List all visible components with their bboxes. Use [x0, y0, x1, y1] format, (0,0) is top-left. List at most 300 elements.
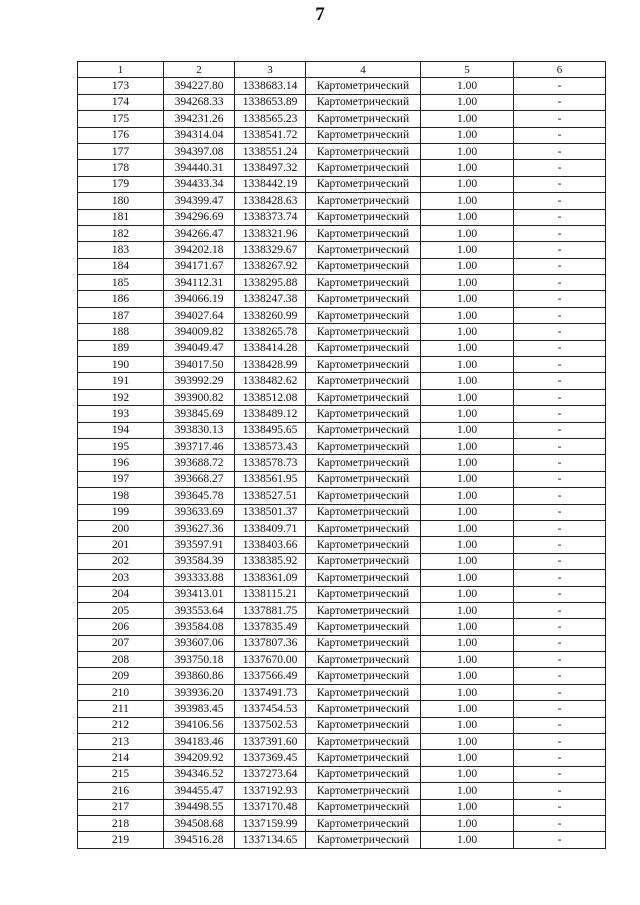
cell-coord-y: 1338653.89 [235, 94, 306, 110]
cell-coord-x: 393845.69 [164, 406, 235, 422]
cell-coord-x: 394027.64 [164, 307, 235, 323]
table-row [78, 815, 606, 831]
cell-note: - [514, 422, 606, 438]
cell-coord-y: 1338385.92 [235, 553, 306, 569]
table-row [78, 176, 606, 192]
cell-method: Картометрический [306, 717, 421, 733]
column-header-6: 6 [514, 62, 606, 78]
cell-coord-y: 1338495.65 [235, 422, 306, 438]
cell-point-number: 184 [78, 258, 164, 274]
cell-point-number: 178 [78, 160, 164, 176]
cell-point-number: 186 [78, 291, 164, 307]
table-row [78, 160, 606, 176]
cell-coord-y: 1338573.43 [235, 438, 306, 454]
cell-coord-y: 1337566.49 [235, 668, 306, 684]
cell-coord-x: 393584.39 [164, 553, 235, 569]
cell-point-number: 212 [78, 717, 164, 733]
cell-method: Картометрический [306, 766, 421, 782]
cell-point-number: 206 [78, 619, 164, 635]
cell-coord-x: 394106.56 [164, 717, 235, 733]
cell-method: Картометрический [306, 307, 421, 323]
cell-accuracy: 1.00 [421, 799, 514, 815]
table-row [78, 340, 606, 356]
table-row [78, 471, 606, 487]
cell-coord-y: 1337835.49 [235, 619, 306, 635]
cell-point-number: 207 [78, 635, 164, 651]
cell-note: - [514, 357, 606, 373]
cell-accuracy: 1.00 [421, 111, 514, 127]
table-row [78, 275, 606, 291]
cell-point-number: 213 [78, 734, 164, 750]
cell-coord-x: 393860.86 [164, 668, 235, 684]
cell-accuracy: 1.00 [421, 422, 514, 438]
column-header-3: 3 [235, 62, 306, 78]
cell-accuracy: 1.00 [421, 258, 514, 274]
cell-accuracy: 1.00 [421, 438, 514, 454]
cell-coord-x: 393992.29 [164, 373, 235, 389]
cell-method: Картометрический [306, 127, 421, 143]
cell-note: - [514, 389, 606, 405]
cell-note: - [514, 668, 606, 684]
cell-note: - [514, 684, 606, 700]
cell-coord-y: 1338551.24 [235, 143, 306, 159]
cell-point-number: 181 [78, 209, 164, 225]
cell-accuracy: 1.00 [421, 766, 514, 782]
cell-method: Картометрический [306, 586, 421, 602]
cell-method: Картометрический [306, 750, 421, 766]
cell-note: - [514, 832, 606, 848]
cell-method: Картометрический [306, 143, 421, 159]
cell-point-number: 192 [78, 389, 164, 405]
table-row [78, 766, 606, 782]
cell-note: - [514, 553, 606, 569]
column-header-1: 1 [78, 62, 164, 78]
cell-accuracy: 1.00 [421, 701, 514, 717]
table-row [78, 225, 606, 241]
cell-method: Картометрический [306, 734, 421, 750]
table-row [78, 258, 606, 274]
cell-coord-x: 393830.13 [164, 422, 235, 438]
table-row [78, 78, 606, 94]
cell-point-number: 201 [78, 537, 164, 553]
cell-method: Картометрический [306, 258, 421, 274]
cell-accuracy: 1.00 [421, 553, 514, 569]
cell-method: Картометрический [306, 701, 421, 717]
cell-point-number: 180 [78, 193, 164, 209]
cell-point-number: 175 [78, 111, 164, 127]
cell-coord-y: 1337159.99 [235, 815, 306, 831]
table-row [78, 619, 606, 635]
cell-accuracy: 1.00 [421, 619, 514, 635]
cell-method: Картометрический [306, 340, 421, 356]
cell-accuracy: 1.00 [421, 570, 514, 586]
cell-accuracy: 1.00 [421, 127, 514, 143]
cell-coord-y: 1337670.00 [235, 652, 306, 668]
table-body [78, 78, 606, 848]
cell-note: - [514, 209, 606, 225]
table-row [78, 94, 606, 110]
cell-coord-y: 1338295.88 [235, 275, 306, 291]
cell-coord-x: 394227.80 [164, 78, 235, 94]
cell-accuracy: 1.00 [421, 209, 514, 225]
cell-accuracy: 1.00 [421, 94, 514, 110]
cell-accuracy: 1.00 [421, 307, 514, 323]
table-row [78, 520, 606, 536]
cell-accuracy: 1.00 [421, 455, 514, 471]
header-row [78, 62, 606, 78]
table-row [78, 783, 606, 799]
cell-point-number: 209 [78, 668, 164, 684]
cell-coord-y: 1337134.65 [235, 832, 306, 848]
cell-accuracy: 1.00 [421, 275, 514, 291]
column-header-5: 5 [421, 62, 514, 78]
cell-point-number: 183 [78, 242, 164, 258]
cell-note: - [514, 78, 606, 94]
cell-accuracy: 1.00 [421, 520, 514, 536]
cell-coord-y: 1338247.38 [235, 291, 306, 307]
cell-coord-y: 1337454.53 [235, 701, 306, 717]
cell-note: - [514, 438, 606, 454]
cell-coord-x: 394009.82 [164, 324, 235, 340]
cell-accuracy: 1.00 [421, 225, 514, 241]
cell-coord-x: 393750.18 [164, 652, 235, 668]
cell-coord-y: 1338115.21 [235, 586, 306, 602]
cell-coord-x: 394508.68 [164, 815, 235, 831]
table-header [78, 62, 606, 78]
cell-point-number: 203 [78, 570, 164, 586]
cell-accuracy: 1.00 [421, 504, 514, 520]
cell-accuracy: 1.00 [421, 143, 514, 159]
cell-note: - [514, 340, 606, 356]
cell-method: Картометрический [306, 242, 421, 258]
cell-point-number: 191 [78, 373, 164, 389]
cell-point-number: 188 [78, 324, 164, 340]
cell-method: Картометрический [306, 652, 421, 668]
cell-point-number: 218 [78, 815, 164, 831]
cell-coord-x: 394516.28 [164, 832, 235, 848]
cell-note: - [514, 635, 606, 651]
cell-point-number: 199 [78, 504, 164, 520]
cell-accuracy: 1.00 [421, 324, 514, 340]
cell-coord-x: 394209.92 [164, 750, 235, 766]
cell-point-number: 204 [78, 586, 164, 602]
cell-note: - [514, 275, 606, 291]
table-row [78, 488, 606, 504]
cell-note: - [514, 504, 606, 520]
cell-point-number: 208 [78, 652, 164, 668]
cell-coord-x: 394266.47 [164, 225, 235, 241]
cell-coord-x: 394183.46 [164, 734, 235, 750]
cell-accuracy: 1.00 [421, 357, 514, 373]
column-header-2: 2 [164, 62, 235, 78]
cell-coord-y: 1338428.99 [235, 357, 306, 373]
cell-coord-y: 1338683.14 [235, 78, 306, 94]
cell-method: Картометрический [306, 78, 421, 94]
cell-coord-x: 394397.08 [164, 143, 235, 159]
cell-coord-y: 1338373.74 [235, 209, 306, 225]
cell-coord-y: 1338578.73 [235, 455, 306, 471]
cell-note: - [514, 242, 606, 258]
table-row [78, 389, 606, 405]
cell-coord-y: 1338489.12 [235, 406, 306, 422]
cell-point-number: 215 [78, 766, 164, 782]
table-row [78, 570, 606, 586]
table-row [78, 832, 606, 848]
cell-accuracy: 1.00 [421, 635, 514, 651]
cell-point-number: 177 [78, 143, 164, 159]
cell-point-number: 216 [78, 783, 164, 799]
cell-coord-y: 1337881.75 [235, 602, 306, 618]
cell-point-number: 198 [78, 488, 164, 504]
cell-note: - [514, 570, 606, 586]
table-row [78, 422, 606, 438]
cell-method: Картометрический [306, 209, 421, 225]
cell-coord-x: 394112.31 [164, 275, 235, 291]
cell-method: Картометрический [306, 488, 421, 504]
cell-accuracy: 1.00 [421, 586, 514, 602]
cell-coord-x: 394455.47 [164, 783, 235, 799]
cell-coord-y: 1338497.32 [235, 160, 306, 176]
cell-accuracy: 1.00 [421, 602, 514, 618]
cell-note: - [514, 815, 606, 831]
cell-note: - [514, 471, 606, 487]
cell-coord-x: 394296.69 [164, 209, 235, 225]
table-row [78, 357, 606, 373]
cell-accuracy: 1.00 [421, 668, 514, 684]
cell-method: Картометрический [306, 537, 421, 553]
cell-note: - [514, 750, 606, 766]
cell-accuracy: 1.00 [421, 291, 514, 307]
cell-point-number: 219 [78, 832, 164, 848]
cell-coord-y: 1338442.19 [235, 176, 306, 192]
cell-method: Картометрический [306, 799, 421, 815]
table-row [78, 291, 606, 307]
cell-note: - [514, 783, 606, 799]
cell-coord-y: 1338561.95 [235, 471, 306, 487]
cell-note: - [514, 455, 606, 471]
cell-note: - [514, 176, 606, 192]
page-number: 7 [315, 4, 325, 25]
cell-note: - [514, 193, 606, 209]
table-row [78, 455, 606, 471]
cell-note: - [514, 373, 606, 389]
cell-coord-x: 394171.67 [164, 258, 235, 274]
table-row [78, 799, 606, 815]
cell-point-number: 179 [78, 176, 164, 192]
cell-coord-y: 1338321.96 [235, 225, 306, 241]
cell-coord-x: 393900.82 [164, 389, 235, 405]
cell-coord-x: 394017.50 [164, 357, 235, 373]
column-header-4: 4 [306, 62, 421, 78]
cell-method: Картометрический [306, 406, 421, 422]
cell-coord-y: 1337192.93 [235, 783, 306, 799]
cell-note: - [514, 225, 606, 241]
cell-note: - [514, 127, 606, 143]
cell-method: Картометрический [306, 193, 421, 209]
cell-method: Картометрический [306, 176, 421, 192]
cell-coord-x: 393597.91 [164, 537, 235, 553]
table-row [78, 324, 606, 340]
cell-coord-x: 393607.06 [164, 635, 235, 651]
cell-point-number: 205 [78, 602, 164, 618]
cell-note: - [514, 766, 606, 782]
cell-coord-x: 393413.01 [164, 586, 235, 602]
cell-method: Картометрический [306, 324, 421, 340]
cell-point-number: 189 [78, 340, 164, 356]
cell-coord-x: 394346.52 [164, 766, 235, 782]
cell-method: Картометрический [306, 111, 421, 127]
cell-accuracy: 1.00 [421, 815, 514, 831]
cell-coord-y: 1338527.51 [235, 488, 306, 504]
cell-accuracy: 1.00 [421, 389, 514, 405]
cell-method: Картометрический [306, 291, 421, 307]
cell-accuracy: 1.00 [421, 160, 514, 176]
table-row [78, 193, 606, 209]
cell-coord-y: 1337807.36 [235, 635, 306, 651]
cell-coord-y: 1338361.09 [235, 570, 306, 586]
cell-coord-y: 1338512.08 [235, 389, 306, 405]
table-row [78, 734, 606, 750]
cell-note: - [514, 111, 606, 127]
cell-method: Картометрический [306, 635, 421, 651]
cell-coord-x: 394231.26 [164, 111, 235, 127]
cell-coord-y: 1338403.66 [235, 537, 306, 553]
table-row [78, 684, 606, 700]
cell-method: Картометрический [306, 570, 421, 586]
cell-method: Картометрический [306, 455, 421, 471]
cell-accuracy: 1.00 [421, 471, 514, 487]
table-row [78, 537, 606, 553]
cell-method: Картометрический [306, 389, 421, 405]
cell-coord-y: 1338267.92 [235, 258, 306, 274]
cell-method: Картометрический [306, 832, 421, 848]
table-row [78, 406, 606, 422]
cell-coord-x: 393688.72 [164, 455, 235, 471]
cell-method: Картометрический [306, 373, 421, 389]
cell-coord-y: 1337491.73 [235, 684, 306, 700]
cell-coord-x: 393645.78 [164, 488, 235, 504]
cell-note: - [514, 160, 606, 176]
cell-point-number: 176 [78, 127, 164, 143]
cell-coord-x: 393936.20 [164, 684, 235, 700]
cell-accuracy: 1.00 [421, 406, 514, 422]
table-row [78, 307, 606, 323]
table-row [78, 209, 606, 225]
cell-note: - [514, 291, 606, 307]
cell-method: Картометрический [306, 619, 421, 635]
cell-coord-y: 1338260.99 [235, 307, 306, 323]
cell-coord-y: 1338329.67 [235, 242, 306, 258]
cell-point-number: 185 [78, 275, 164, 291]
cell-method: Картометрический [306, 504, 421, 520]
cell-note: - [514, 701, 606, 717]
cell-coord-y: 1338414.28 [235, 340, 306, 356]
cell-method: Картометрический [306, 520, 421, 536]
cell-accuracy: 1.00 [421, 832, 514, 848]
cell-note: - [514, 734, 606, 750]
coordinates-table [77, 61, 606, 849]
table-row [78, 111, 606, 127]
cell-method: Картометрический [306, 225, 421, 241]
cell-coord-y: 1337369.45 [235, 750, 306, 766]
cell-accuracy: 1.00 [421, 717, 514, 733]
table-row [78, 717, 606, 733]
table-row [78, 553, 606, 569]
cell-coord-x: 393668.27 [164, 471, 235, 487]
cell-coord-x: 394066.19 [164, 291, 235, 307]
table-row [78, 602, 606, 618]
cell-accuracy: 1.00 [421, 783, 514, 799]
cell-note: - [514, 717, 606, 733]
cell-coord-y: 1338565.23 [235, 111, 306, 127]
table-row [78, 701, 606, 717]
cell-point-number: 200 [78, 520, 164, 536]
cell-note: - [514, 307, 606, 323]
cell-coord-x: 393983.45 [164, 701, 235, 717]
cell-coord-y: 1338541.72 [235, 127, 306, 143]
cell-coord-y: 1337273.64 [235, 766, 306, 782]
cell-accuracy: 1.00 [421, 193, 514, 209]
table-row [78, 635, 606, 651]
table-row [78, 586, 606, 602]
cell-point-number: 197 [78, 471, 164, 487]
cell-coord-y: 1338428.63 [235, 193, 306, 209]
table-row [78, 652, 606, 668]
cell-method: Картометрический [306, 684, 421, 700]
cell-method: Картометрический [306, 471, 421, 487]
cell-note: - [514, 94, 606, 110]
cell-coord-y: 1338409.71 [235, 520, 306, 536]
cell-coord-y: 1337502.53 [235, 717, 306, 733]
cell-note: - [514, 652, 606, 668]
cell-method: Картометрический [306, 553, 421, 569]
cell-point-number: 193 [78, 406, 164, 422]
cell-note: - [514, 619, 606, 635]
cell-method: Картометрический [306, 668, 421, 684]
table-row [78, 504, 606, 520]
cell-accuracy: 1.00 [421, 242, 514, 258]
cell-point-number: 202 [78, 553, 164, 569]
table-row [78, 668, 606, 684]
cell-point-number: 194 [78, 422, 164, 438]
cell-accuracy: 1.00 [421, 684, 514, 700]
cell-method: Картометрический [306, 783, 421, 799]
cell-point-number: 195 [78, 438, 164, 454]
cell-coord-x: 394440.31 [164, 160, 235, 176]
cell-point-number: 214 [78, 750, 164, 766]
cell-coord-x: 394049.47 [164, 340, 235, 356]
table-row [78, 242, 606, 258]
cell-point-number: 210 [78, 684, 164, 700]
cell-coord-x: 394498.55 [164, 799, 235, 815]
cell-note: - [514, 324, 606, 340]
cell-method: Картометрический [306, 94, 421, 110]
table-row [78, 438, 606, 454]
cell-coord-y: 1338265.78 [235, 324, 306, 340]
cell-method: Картометрический [306, 357, 421, 373]
cell-method: Картометрический [306, 815, 421, 831]
cell-coord-x: 393553.64 [164, 602, 235, 618]
cell-note: - [514, 520, 606, 536]
cell-point-number: 217 [78, 799, 164, 815]
cell-note: - [514, 602, 606, 618]
cell-method: Картометрический [306, 438, 421, 454]
cell-coord-y: 1338501.37 [235, 504, 306, 520]
cell-accuracy: 1.00 [421, 537, 514, 553]
cell-coord-x: 394202.18 [164, 242, 235, 258]
cell-method: Картометрический [306, 275, 421, 291]
cell-note: - [514, 586, 606, 602]
